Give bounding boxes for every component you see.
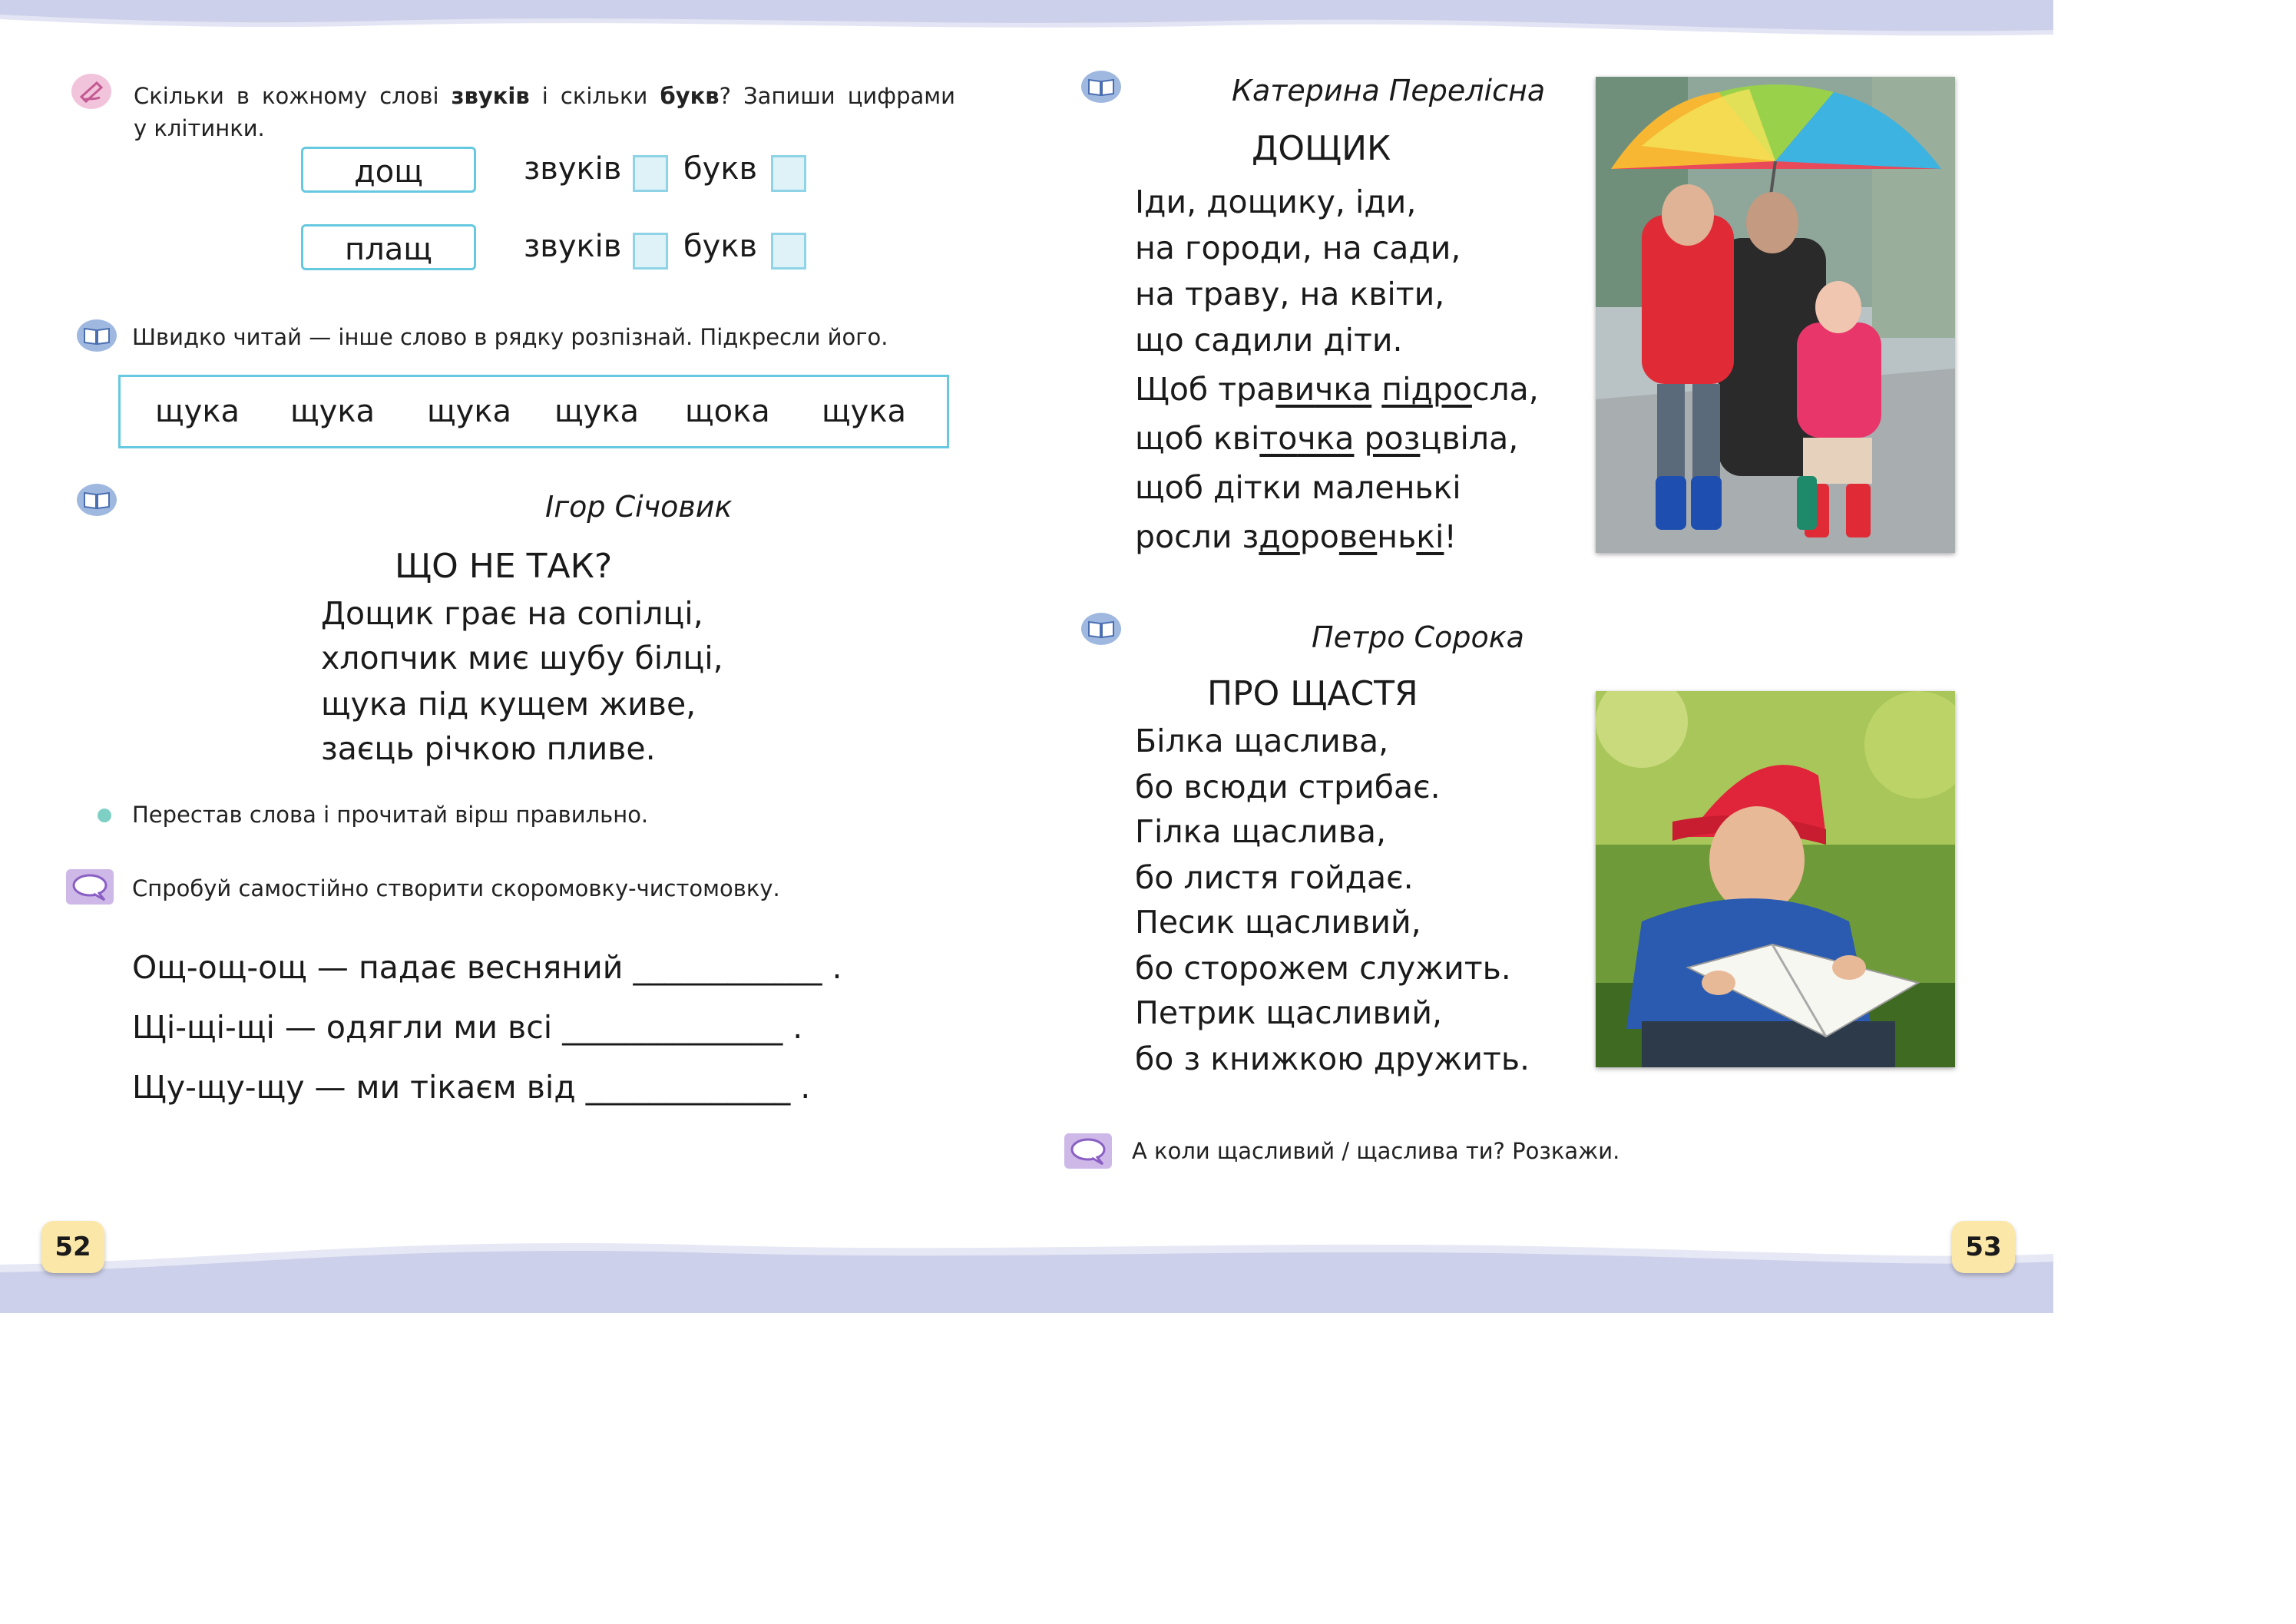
book-icon bbox=[77, 484, 117, 516]
poem1-line-4: заєць річкою пливе. bbox=[321, 730, 656, 767]
poem3-line-6: бо сторожем служить. bbox=[1135, 950, 1511, 987]
bottom-wave-decoration bbox=[0, 1241, 2053, 1313]
umbrella-photo bbox=[1596, 77, 1955, 553]
sounds-cell-1[interactable] bbox=[633, 155, 668, 192]
poem3-line-5: Песик щасливий, bbox=[1135, 904, 1421, 941]
sounds-label-2: звуків bbox=[524, 229, 622, 264]
speech-bubble-icon bbox=[1064, 1133, 1112, 1169]
poem3-line-7: Петрик щасливий, bbox=[1135, 994, 1443, 1031]
poem2-line-5: Щоб травичка підросла, bbox=[1135, 371, 1539, 408]
poem2-line-6: щоб квіточка розцвіла, bbox=[1135, 420, 1519, 457]
task1-instruction-line2: у клітинки. bbox=[134, 115, 265, 141]
poem3-line-8: бо з книжкою дружить. bbox=[1135, 1040, 1530, 1077]
reading-word-5[interactable]: щока bbox=[685, 394, 770, 429]
sounds-label-1: звуків bbox=[524, 151, 622, 187]
task1-instruction: Скільки в кожному слові звуків і скільки букв? Запиши цифрами bbox=[134, 83, 955, 109]
poem2-line-1: Іди, дощику, іди, bbox=[1135, 184, 1417, 220]
book-icon bbox=[77, 319, 117, 352]
poem2-line-4: що садили діти. bbox=[1135, 322, 1403, 359]
poem1-line-2: хлопчик миє шубу білці, bbox=[321, 640, 723, 676]
reading-word-3[interactable]: щука bbox=[427, 394, 512, 429]
poem1-title: ЩО НЕ ТАК? bbox=[395, 547, 613, 586]
task4-instruction: Спробуй самостійно створити скоромовку-чистомовку. bbox=[132, 875, 780, 901]
task5-instruction: А коли щасливий / щаслива ти? Розкажи. bbox=[1132, 1138, 1620, 1164]
book-icon bbox=[1081, 613, 1121, 645]
letters-cell-1[interactable] bbox=[771, 155, 806, 192]
reading-word-6[interactable]: щука bbox=[822, 394, 907, 429]
word-box-2: плащ bbox=[301, 224, 476, 270]
poem2-author: Катерина Перелісна bbox=[1232, 74, 1546, 107]
page-number-right: 53 bbox=[1952, 1221, 2015, 1273]
letters-cell-2[interactable] bbox=[771, 233, 806, 270]
reading-word-4[interactable]: щука bbox=[554, 394, 640, 429]
letters-label-2: букв bbox=[683, 229, 758, 264]
speech-bubble-icon bbox=[66, 869, 114, 905]
poem2-line-7: щоб дітки маленькі bbox=[1135, 469, 1461, 506]
reading-word-2[interactable]: щука bbox=[290, 394, 375, 429]
book-icon bbox=[1081, 71, 1121, 103]
poem2-line-8: росли здоровенькі! bbox=[1135, 518, 1457, 555]
poem1-line-3: щука під кущем живе, bbox=[321, 686, 696, 723]
reading-word-1[interactable]: щука bbox=[155, 394, 240, 429]
poem3-title: ПРО ЩАСТЯ bbox=[1207, 674, 1418, 713]
task2-instruction: Швидко читай — інше слово в рядку розпізнай. Підкресли його. bbox=[132, 324, 888, 350]
poem3-line-2: бо всюди стрибає. bbox=[1135, 769, 1441, 805]
tongue-twister-1: Ощ-ощ-ощ — падає весняний ____________ . bbox=[132, 949, 842, 986]
poem2-line-3: на траву, на квіти, bbox=[1135, 276, 1445, 313]
poem3-line-4: бо листя гойдає. bbox=[1135, 859, 1414, 896]
page-number-left: 52 bbox=[41, 1221, 104, 1273]
poem3-line-1: Білка щаслива, bbox=[1135, 723, 1389, 759]
boy-reading-photo bbox=[1596, 691, 1955, 1067]
tongue-twister-2-blank[interactable]: ______________ bbox=[562, 1009, 783, 1046]
letters-label-1: букв bbox=[683, 151, 758, 187]
tongue-twister-1-blank[interactable]: ____________ bbox=[633, 949, 822, 986]
pen-hand-icon bbox=[71, 72, 112, 111]
tongue-twister-3: Щу-щу-щу — ми тікаєм від _____________ . bbox=[132, 1069, 811, 1106]
poem3-line-3: Гілка щаслива, bbox=[1135, 813, 1386, 850]
bullet-dot-icon bbox=[97, 808, 112, 823]
tongue-twister-3-blank[interactable]: _____________ bbox=[585, 1069, 791, 1106]
word-box-1: дощ bbox=[301, 147, 476, 193]
tongue-twister-2: Щі-щі-щі — одягли ми всі ______________ . bbox=[132, 1009, 803, 1046]
task3-instruction: Перестав слова і прочитай вірш правильно. bbox=[132, 802, 649, 828]
poem1-author: Ігор Січовик bbox=[545, 490, 733, 524]
poem2-title: ДОЩИК bbox=[1252, 129, 1391, 168]
sounds-cell-2[interactable] bbox=[633, 233, 668, 270]
poem2-line-2: на городи, на сади, bbox=[1135, 230, 1461, 266]
poem1-line-1: Дощик грає на сопілці, bbox=[321, 595, 703, 632]
poem3-author: Петро Сорока bbox=[1312, 620, 1524, 654]
top-wave-decoration bbox=[0, 0, 2053, 46]
